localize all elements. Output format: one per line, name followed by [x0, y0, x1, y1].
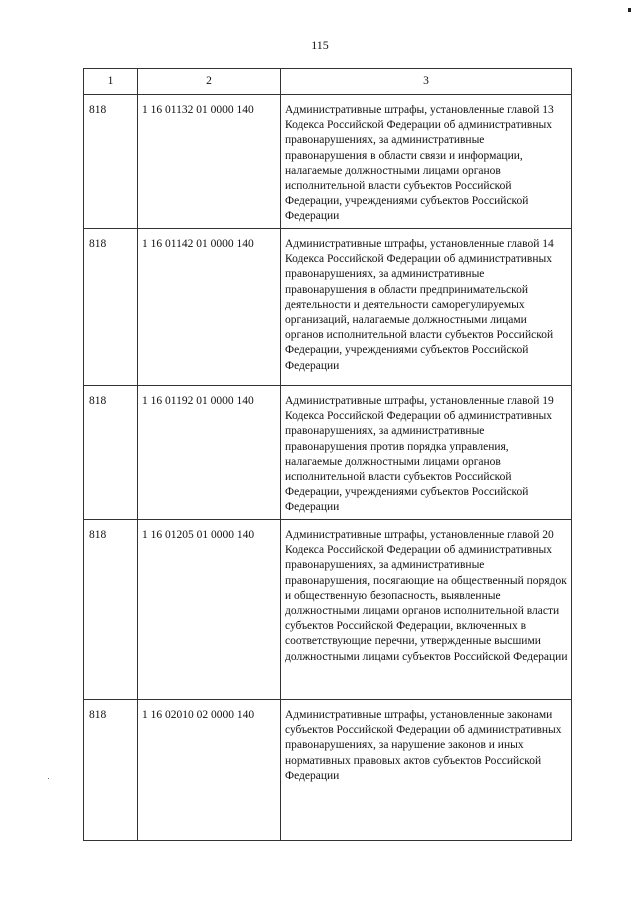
budget-codes-table — [83, 68, 572, 841]
admin-code-cell: 818 — [84, 520, 138, 700]
admin-code-cell: 818 — [84, 386, 138, 520]
description-cell: Административные штрафы, установленные главой 19 Кодекса Российской Федерации об административных правонарушениях, за административные правонарушения против порядка управления, налагаемые должностными лицами органов исполнительной власти субъектов Российской Федерации, учреждениями субъектов Российской Федерации — [281, 386, 572, 520]
budget-code-cell: 1 16 01142 01 0000 140 — [138, 229, 281, 386]
description-cell: Административные штрафы, установленные главой 13 Кодекса Российской Федерации об административных правонарушениях, за административные правонарушения в области связи и информации, налагаемые должностными лицами органов исполнительной власти субъектов Российской Федерации, учреждениями субъектов Российской Федерации — [281, 95, 572, 229]
page-number: 115 — [311, 38, 329, 52]
table-row — [84, 229, 572, 386]
table-row — [84, 386, 572, 520]
budget-code-cell: 1 16 01205 01 0000 140 — [138, 520, 281, 700]
description-cell: Административные штрафы, установленные главой 14 Кодекса Российской Федерации об административных правонарушениях, за административные правонарушения в области предпринимательской деятельности и деятельности саморегулируемых организаций, налагаемые должностными лицами органов исполнительной власти субъектов Российской Федерации, учреждениями субъектов Российской Федерации — [281, 229, 572, 386]
admin-code-cell: 818 — [84, 95, 138, 229]
description-cell: Административные штрафы, установленные законами субъектов Российской Федерации об административных правонарушениях, за нарушение законов и иных нормативных правовых актов субъектов Российской Федерации — [281, 700, 572, 841]
admin-code-cell: 818 — [84, 229, 138, 386]
scan-speck — [628, 8, 631, 12]
table-row — [84, 700, 572, 841]
scan-speck — [48, 778, 49, 779]
admin-code-cell: 818 — [84, 700, 138, 841]
table-row — [84, 520, 572, 700]
table-row — [84, 95, 572, 229]
budget-code-cell: 1 16 01132 01 0000 140 — [138, 95, 281, 229]
column-header: 2 — [138, 69, 281, 95]
budget-code-cell: 1 16 01192 01 0000 140 — [138, 386, 281, 520]
description-cell: Административные штрафы, установленные главой 20 Кодекса Российской Федерации об административных правонарушениях, за административные правонарушения, посягающие на общественный порядок и общественную безопасность, выявленные должностными лицами органов исполнительной власти субъектов Российской Федерации, включенных в соответствующие перечни, утвержденные высшими должностными лицами субъектов Российской Федерации — [281, 520, 572, 700]
budget-code-cell: 1 16 02010 02 0000 140 — [138, 700, 281, 841]
column-header: 1 — [84, 69, 138, 95]
column-header: 3 — [281, 69, 572, 95]
table-header-row — [84, 69, 572, 95]
